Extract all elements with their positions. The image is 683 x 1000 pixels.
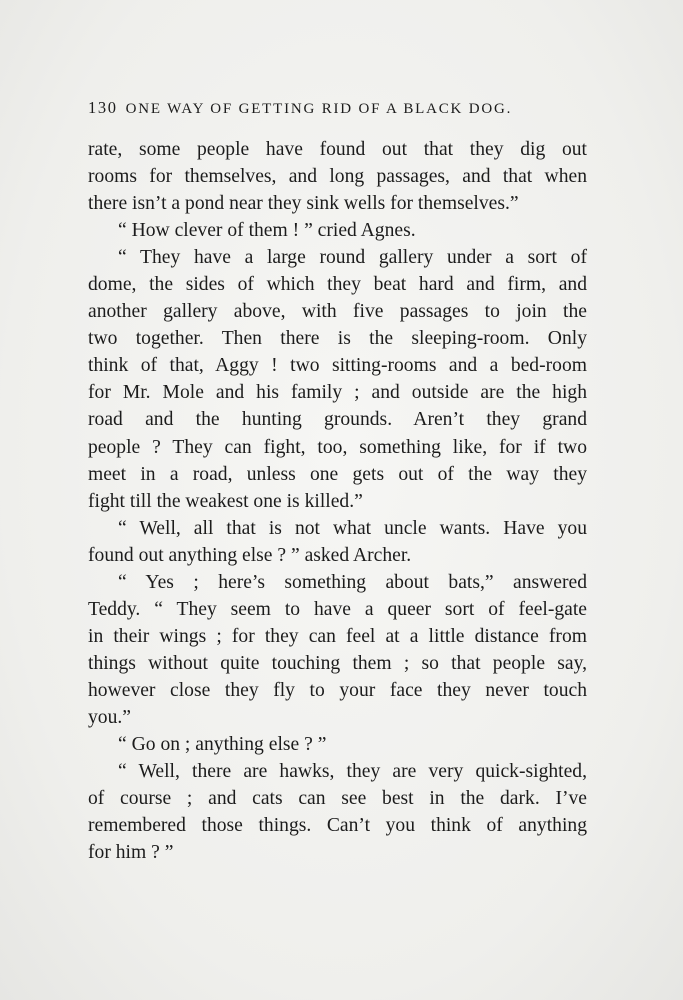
text-line: rate, some people have found out that they dig out [88,139,587,160]
text-line: there isn’t a pond near they sink wells for themselves.” [88,193,519,215]
text-line: two together. Then there is the sleeping-room. Only [88,328,587,350]
text-line: things without quite touching them ; so that people say, [88,652,587,674]
text-line: remembered those things. Can’t you think of anything [88,815,587,837]
text-line: dome, the sides of which they beat hard and firm, and [88,274,587,296]
text-line: of course ; and cats can see best in the dark. I’ve [88,788,587,810]
text-line: you.” [88,706,131,728]
text-line: “ How clever of them ! ” cried Agnes. [118,220,416,242]
text-line: another gallery above, with five passages to join the [88,301,587,323]
running-header [88,96,588,121]
running-title: ONE WAY OF GETTING RID OF A BLACK DOG. [125,101,513,117]
text-line: “ Yes ; here’s something about bats,” answered [118,571,587,593]
text-line: “ Well, there are hawks, they are very quick-sighted, [118,761,587,783]
body-text [88,136,587,866]
text-line: fight till the weakest one is killed.” [88,490,363,512]
text-line: people ? They can fight, too, something like, for if two [88,436,587,458]
text-line: in their wings ; for they can feel at a little distance from [88,625,587,647]
text-line: road and the hunting grounds. Aren’t they grand [88,409,587,431]
text-line: Teddy. “ They seem to have a queer sort of feel-gate [88,598,587,620]
text-line: however close they fly to your face they never touch [88,679,587,701]
text-line: “ They have a large round gallery under a sort of [118,247,587,269]
text-line: meet in a road, unless one gets out of the way they [88,463,587,485]
text-line: “ Go on ; anything else ? ” [118,734,327,756]
text-line: for him ? ” [88,842,174,864]
text-line: for Mr. Mole and his family ; and outside are the high [88,382,587,404]
text-line: “ Well, all that is not what uncle wants. Have you [118,517,587,539]
page-number: 130 [88,98,118,117]
text-line: think of that, Aggy ! two sitting-rooms and a bed-room [88,355,587,377]
text-line: found out anything else ? ” asked Archer. [88,544,412,566]
text-line: rooms for themselves, and long passages, and that when [88,166,587,188]
